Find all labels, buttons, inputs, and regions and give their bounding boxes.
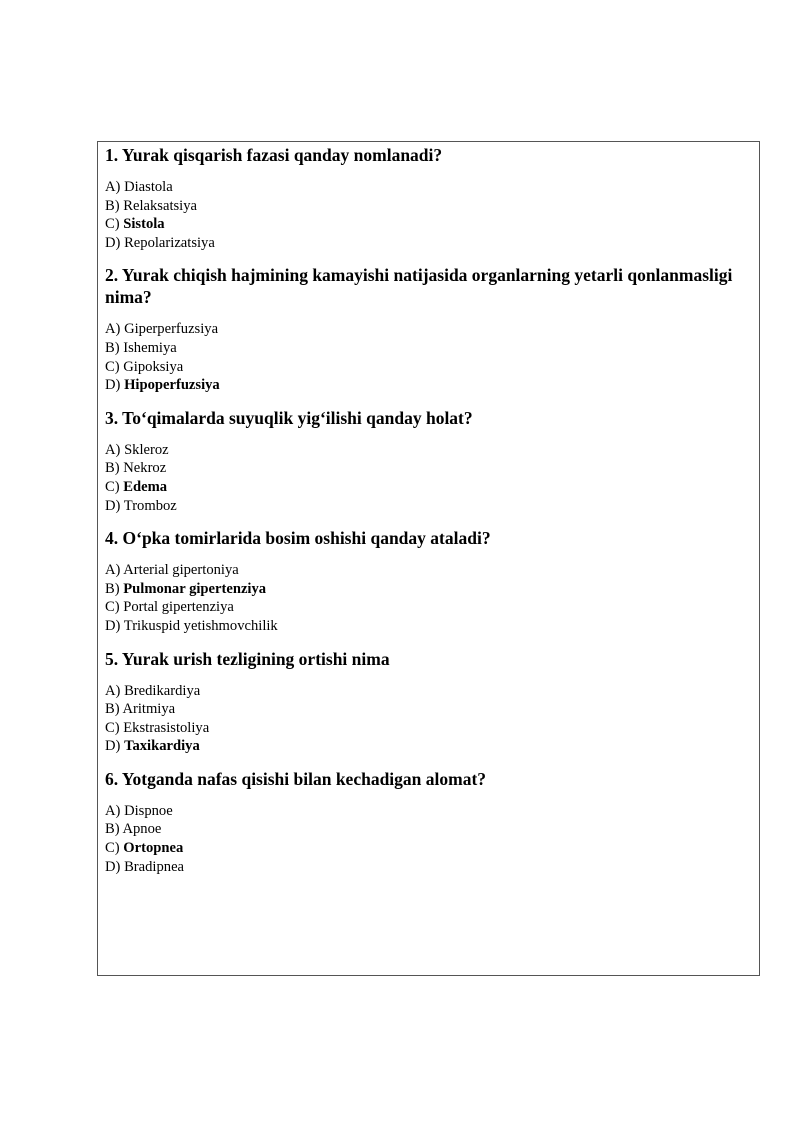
question-title: 4. O‘pka tomirlarida bosim oshishi qanday ataladi? xyxy=(105,528,491,549)
question-title: 2. Yurak chiqish hajmining kamayishi natijasida organlarning yetarli qonlanmasligi nima? xyxy=(105,265,733,308)
question-3 xyxy=(105,407,752,515)
option-letter: B) xyxy=(105,821,120,838)
option-letter: C) xyxy=(105,478,120,495)
question-6 xyxy=(105,768,752,876)
option-a xyxy=(105,561,752,580)
option-text: Aritmiya xyxy=(122,701,176,718)
option-letter: C) xyxy=(105,358,120,375)
option-text: Nekroz xyxy=(123,460,167,477)
option-b xyxy=(105,339,752,358)
option-text: Dispnoe xyxy=(124,802,173,819)
option-b xyxy=(105,459,752,478)
option-c xyxy=(105,478,752,497)
option-text: Arterial gipertoniya xyxy=(123,562,239,579)
correct-option-text: Sistola xyxy=(123,216,165,233)
option-a xyxy=(105,178,752,197)
question-title: 1. Yurak qisqarish fazasi qanday nomlanadi? xyxy=(105,145,443,165)
option-letter: B) xyxy=(105,580,120,597)
option-list xyxy=(105,561,752,635)
option-a xyxy=(105,802,752,821)
option-d xyxy=(105,858,752,877)
correct-option-text: Edema xyxy=(123,478,168,495)
option-letter: D) xyxy=(105,377,121,394)
option-text: Repolarizatsiya xyxy=(124,234,215,251)
option-list xyxy=(105,802,752,876)
option-text: Portal gipertenziya xyxy=(123,599,234,616)
option-text: Relaksatsiya xyxy=(123,197,198,214)
option-letter: C) xyxy=(105,216,120,233)
question-1 xyxy=(105,144,752,252)
correct-option-text: Taxikardiya xyxy=(124,738,200,755)
option-a xyxy=(105,441,752,460)
option-text: Trikuspid yetishmovchilik xyxy=(123,617,278,634)
question-4 xyxy=(105,527,752,635)
option-text: Bradipnea xyxy=(124,858,185,875)
correct-option-text: Ortopnea xyxy=(123,840,184,857)
option-text: Giperperfuzsiya xyxy=(124,321,219,338)
option-b xyxy=(105,700,752,719)
question-frame xyxy=(97,141,760,976)
option-c xyxy=(105,215,752,234)
option-b xyxy=(105,197,752,216)
option-d xyxy=(105,617,752,636)
option-c xyxy=(105,598,752,617)
option-c xyxy=(105,358,752,377)
option-list xyxy=(105,178,752,252)
option-list xyxy=(105,320,752,394)
option-letter: B) xyxy=(105,460,120,477)
option-letter: B) xyxy=(105,339,120,356)
option-text: Tromboz xyxy=(123,497,177,514)
option-letter: D) xyxy=(105,234,121,251)
option-d xyxy=(105,497,752,516)
option-text: Diastola xyxy=(124,179,173,195)
option-c xyxy=(105,839,752,858)
correct-option-text: Hipoperfuzsiya xyxy=(124,377,220,394)
question-title: 5. Yurak urish tezligining ortishi nima xyxy=(105,648,390,669)
question-2 xyxy=(105,264,752,394)
question-title: 3. To‘qimalarda suyuqlik yig‘ilishi qanday holat? xyxy=(105,407,473,428)
option-text: Bredikardiya xyxy=(124,682,201,699)
option-list xyxy=(105,682,752,756)
option-letter: A) xyxy=(105,802,121,819)
option-letter: A) xyxy=(105,562,121,579)
option-d xyxy=(105,376,752,395)
option-letter: D) xyxy=(105,497,121,514)
option-letter: D) xyxy=(105,738,121,755)
option-letter: B) xyxy=(105,701,120,718)
option-a xyxy=(105,320,752,339)
option-text: Ishemiya xyxy=(123,339,177,356)
option-text: Gipoksiya xyxy=(123,358,184,375)
correct-option-text: Pulmonar gipertenziya xyxy=(123,580,267,597)
option-b xyxy=(105,820,752,839)
option-letter: D) xyxy=(105,617,121,634)
option-letter: C) xyxy=(105,840,120,857)
option-text: Apnoe xyxy=(122,821,162,838)
option-text: Ekstrasistoliya xyxy=(123,719,210,736)
option-letter: C) xyxy=(105,599,120,616)
option-a xyxy=(105,682,752,701)
option-list xyxy=(105,441,752,515)
option-letter: B) xyxy=(105,197,120,214)
question-title: 6. Yotganda nafas qisishi bilan kechadigan alomat? xyxy=(105,768,487,789)
question-5 xyxy=(105,648,752,756)
option-d xyxy=(105,737,752,756)
option-letter: A) xyxy=(105,321,121,338)
option-b xyxy=(105,580,752,599)
option-letter: C) xyxy=(105,719,120,736)
option-letter: D) xyxy=(105,858,121,875)
option-text: Skleroz xyxy=(124,441,169,458)
option-letter: A) xyxy=(105,682,121,699)
option-c xyxy=(105,719,752,738)
option-d xyxy=(105,234,752,253)
option-letter: A) xyxy=(105,179,121,195)
option-letter: A) xyxy=(105,441,121,458)
